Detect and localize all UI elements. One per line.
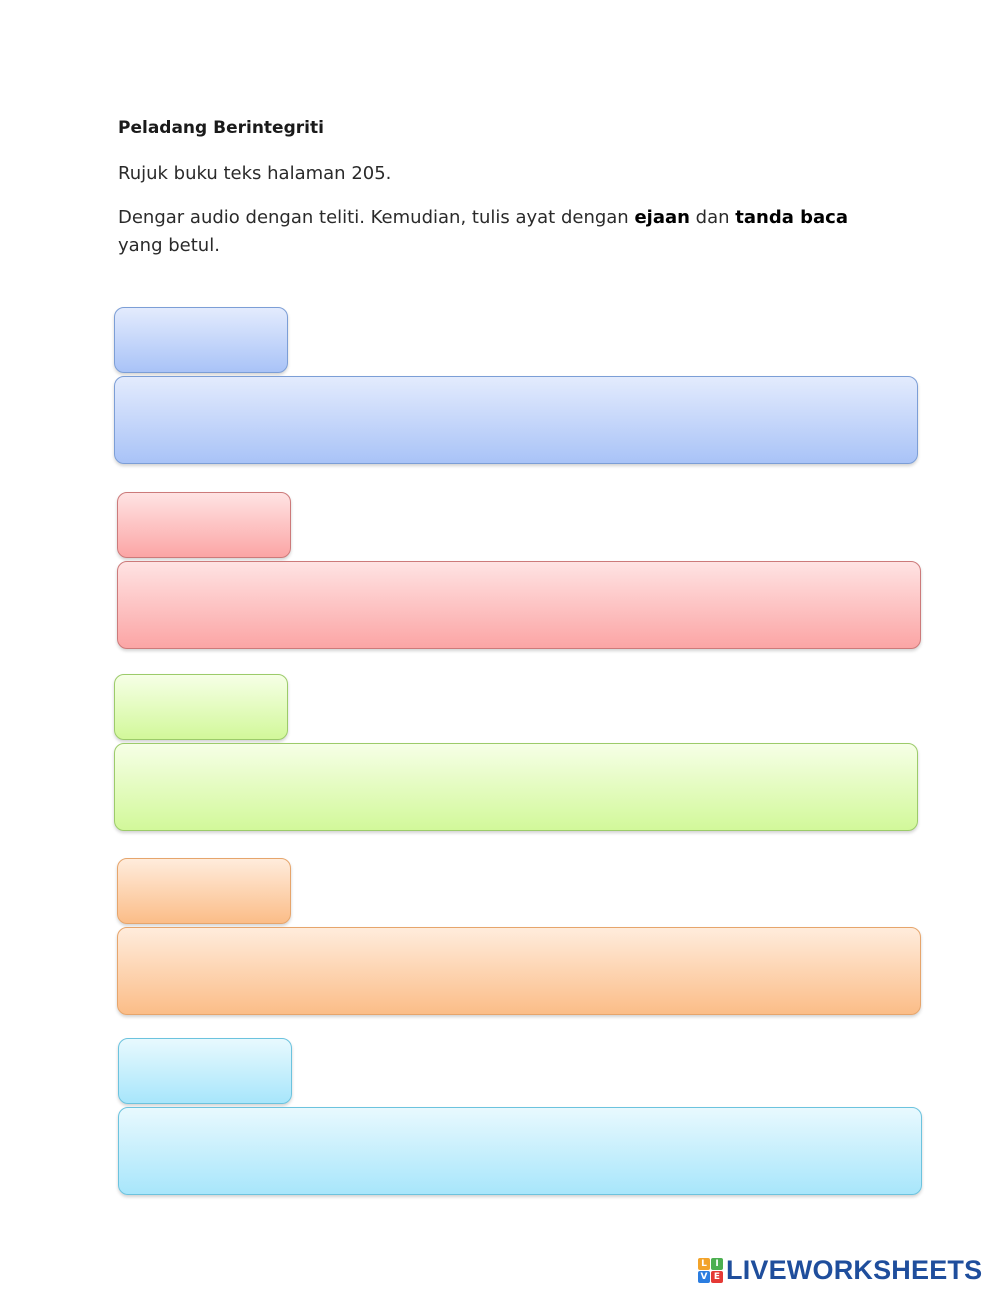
audio-button-5[interactable]	[118, 1038, 292, 1104]
audio-button-2[interactable]	[117, 492, 291, 558]
worksheet-title: Peladang Berintegriti	[118, 118, 324, 138]
instruction-textbook: Rujuk buku teks halaman 205.	[118, 163, 392, 184]
answer-field-4[interactable]	[117, 927, 921, 1015]
liveworksheets-logo	[698, 1256, 982, 1284]
audio-button-3[interactable]	[114, 674, 288, 740]
logo-cube-i: I	[711, 1258, 723, 1270]
audio-button-1[interactable]	[114, 307, 288, 373]
answer-field-2[interactable]	[117, 561, 921, 649]
instruction-text-3: yang betul.	[118, 235, 220, 256]
instruction-bold-ejaan: ejaan	[634, 207, 690, 228]
logo-text: LIVEWORKSHEETS	[726, 1254, 983, 1285]
instruction-audio	[118, 204, 878, 260]
answer-field-1[interactable]	[114, 376, 918, 464]
instruction-bold-tanda-baca: tanda baca	[735, 207, 848, 228]
instruction-text-2: dan	[689, 207, 736, 228]
answer-field-3[interactable]	[114, 743, 918, 831]
logo-cube-l: L	[698, 1258, 710, 1270]
answer-field-5[interactable]	[118, 1107, 922, 1195]
logo-cube-e: E	[711, 1271, 723, 1283]
audio-button-4[interactable]	[117, 858, 291, 924]
logo-cubes-icon	[698, 1258, 723, 1283]
instruction-text-1: Dengar audio dengan teliti. Kemudian, tulis ayat dengan	[118, 207, 635, 228]
logo-cube-v: V	[698, 1271, 710, 1283]
